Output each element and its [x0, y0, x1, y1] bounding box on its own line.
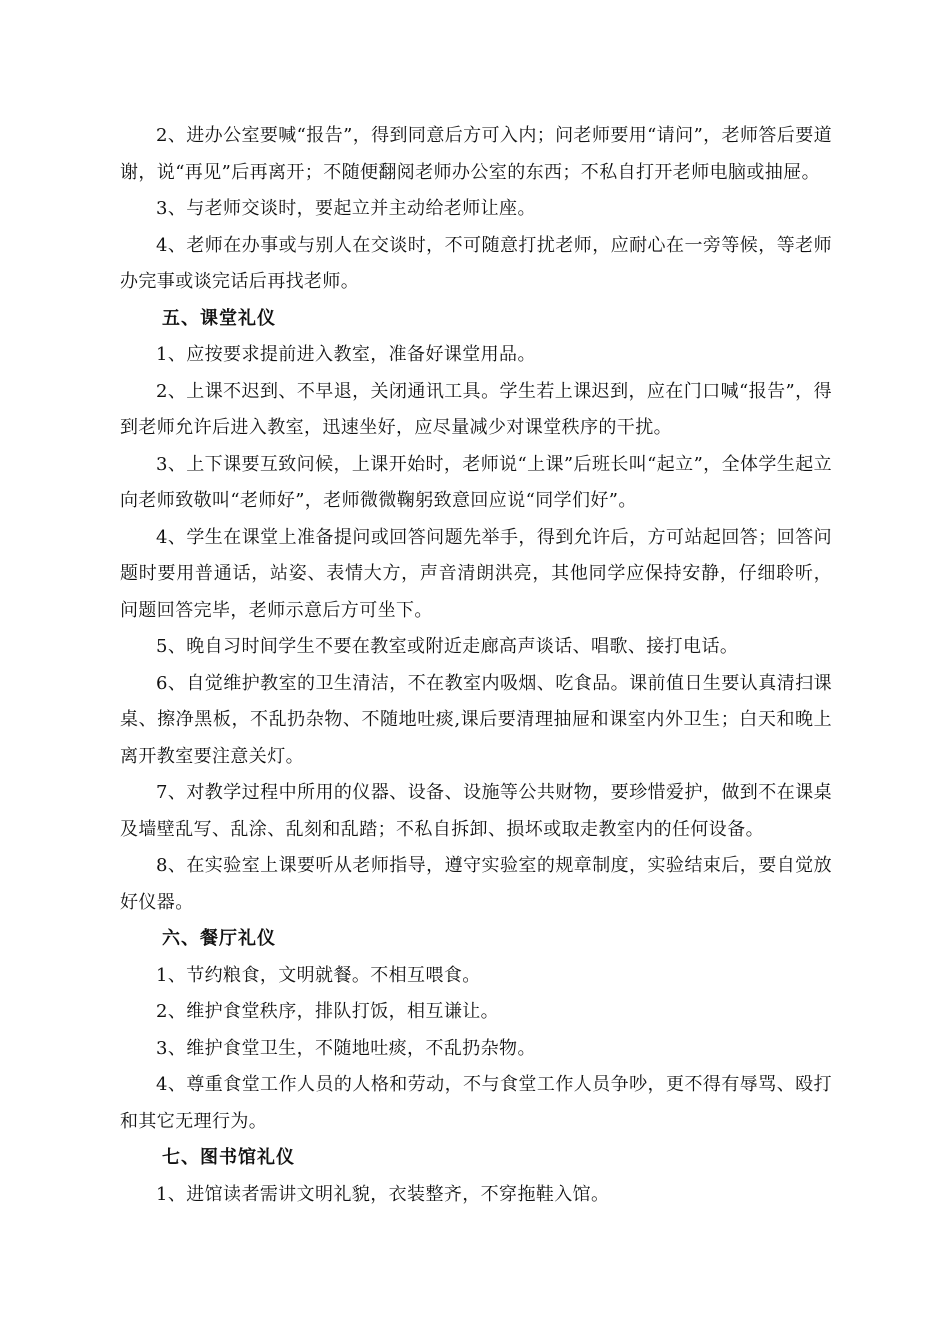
document-body: [120, 118, 832, 1213]
paragraph-classroom-5: 5、晚自习时间学生不要在教室或附近走廊高声谈话、唱歌、接打电话。: [156, 636, 739, 657]
paragraph-classroom-4: 4、学生在课堂上准备提问或回答问题先举手，得到允许后，方可站起回答；回答问题时要用普通话，站姿、表情大方，声音清朗洪亮，其他同学应保持安静，仔细聆听，问题回答完毕，老师示意后方可坐下。: [120, 526, 832, 621]
paragraph-dining-2: 2、维护食堂秩序，排队打饭，相互谦让。: [156, 1001, 500, 1022]
paragraph-dining-4: 4、尊重食堂工作人员的人格和劳动，不与食堂工作人员争吵，更不得有辱骂、殴打和其它无理行为。: [120, 1074, 832, 1132]
section-heading-library: 七、图书馆礼仪: [162, 1147, 295, 1168]
paragraph-office-4: 4、老师在办事或与别人在交谈时，不可随意打扰老师，应耐心在一旁等候，等老师办完事或谈完话后再找老师。: [120, 234, 832, 292]
paragraph-office-3: 3、与老师交谈时，要起立并主动给老师让座。: [156, 198, 536, 219]
paragraph-classroom-8: 8、在实验室上课要听从老师指导，遵守实验室的规章制度，实验结束后，要自觉放好仪器。: [120, 855, 832, 913]
paragraph-dining-3: 3、维护食堂卫生，不随地吐痰，不乱扔杂物。: [156, 1037, 536, 1059]
paragraph-classroom-1: 1、应按要求提前进入教室，准备好课堂用品。: [156, 344, 536, 365]
paragraph-library-1: 1、进馆读者需讲文明礼貌，衣装整齐，不穿拖鞋入馆。: [156, 1183, 610, 1205]
paragraph-classroom-3: 3、上下课要互致问候，上课开始时，老师说“上课”后班长叫“起立”，全体学生起立向老师致敬叫“老师好”，老师微微鞠躬致意回应说“同学们好”。: [120, 453, 832, 511]
paragraph-dining-1: 1、节约粮食，文明就餐。不相互喂食。: [156, 964, 481, 986]
section-heading-classroom: 五、课堂礼仪: [162, 307, 276, 329]
paragraph-classroom-7: 7、对教学过程中所用的仪器、设备、设施等公共财物，要珍惜爱护，做到不在课桌及墙壁乱写、乱涂、乱刻和乱踏；不私自拆卸、损坏或取走教室内的任何设备。: [120, 782, 832, 840]
paragraph-classroom-6: 6、自觉维护教室的卫生清洁，不在教室内吸烟、吃食品。课前值日生要认真清扫课桌、擦净黑板，不乱扔杂物、不随地吐痰,课后要清理抽屉和课室内外卫生；白天和晚上离开教室要注意关灯。: [120, 672, 832, 767]
paragraph-office-2: 2、进办公室要喊“报告”，得到同意后方可入内；问老师要用“请问”，老师答后要道谢，说“再见”后再离开；不随便翻阅老师办公室的东西；不私自打开老师电脑或抽屉。: [120, 125, 832, 183]
paragraph-classroom-2: 2、上课不迟到、不早退，关闭通讯工具。学生若上课迟到，应在门口喊“报告”，得到老师允许后进入教室，迅速坐好，应尽量减少对课堂秩序的干扰。: [120, 380, 832, 438]
section-heading-dining: 六、餐厅礼仪: [162, 928, 276, 949]
